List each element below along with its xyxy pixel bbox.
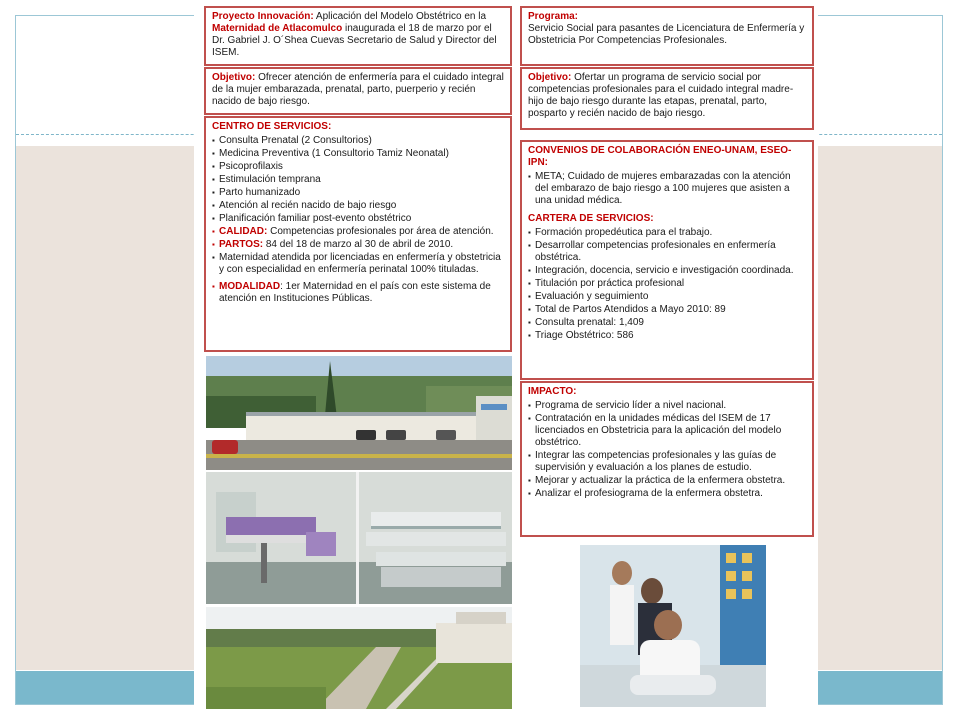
modalidad-item xyxy=(212,281,504,305)
list-item: ▪ Contratación en la unidades médicas del ISEM de 17 licenciados en Obstetricia para la aplicación del modelo obstétrico. xyxy=(528,413,806,449)
poster-sheet xyxy=(194,0,818,720)
list-item: ▪ Parto humanizado xyxy=(212,187,504,199)
project-text-b: inaugurada el 18 de marzo por el Dr. Gabriel J. O´Shea Cuevas Secretario de Salud y Director del ISEM. xyxy=(212,23,497,58)
calidad-label: CALIDAD: xyxy=(219,226,268,237)
garden-photo xyxy=(206,607,512,709)
agreements-box xyxy=(520,140,814,380)
program-text: Servicio Social para pasantes de Licenciatura de Enfermería y Obstetricia Por Competencias Profesionales. xyxy=(528,23,805,46)
right-objective-box xyxy=(520,67,814,130)
list-item: ▪ Medicina Preventiva (1 Consultorio Tamiz Neonatal) xyxy=(212,148,504,160)
project-text-a: Aplicación del Modelo Obstétrico en la xyxy=(313,11,487,22)
calidad-text: Competencias profesionales por área de atención. xyxy=(267,226,494,237)
list-item: ▪ Psicoprofilaxis xyxy=(212,161,504,173)
impact-list xyxy=(528,400,806,500)
program-label: Programa: xyxy=(528,11,579,22)
delivery-room-photo xyxy=(206,472,512,604)
list-item: ▪ Evaluación y seguimiento xyxy=(528,291,806,303)
list-item: ▪ Consulta prenatal: 1,409 xyxy=(528,317,806,329)
impact-title: IMPACTO: xyxy=(528,386,577,397)
meta-item: ▪ META; Cuidado de mujeres embarazadas con la atención del embarazo de bajo riesgo a 100 mujeres que asisten a una unidad médica. xyxy=(528,171,806,207)
list-item: ▪ Integración, docencia, servicio e investigación coordinada. xyxy=(528,265,806,277)
list-item: ▪ Desarrollar competencias profesionales en enfermería obstétrica. xyxy=(528,240,806,264)
list-item: ▪ Estimulación temprana xyxy=(212,174,504,186)
list-item: ▪ Integrar las competencias profesionales y las guías de supervisión y evaluación a los planes de estudio. xyxy=(528,450,806,474)
list-item: ▪ Total de Partos Atendidos a Mayo 2010: 89 xyxy=(528,304,806,316)
right-objective-text: Ofertar un programa de servicio social por competencias profesionales para el cuidado integral madre-hijo de bajo riesgo durante las etapas, prenatal, parto, posparto y recién nacido de bajo riesgo. xyxy=(528,72,794,119)
project-box xyxy=(204,6,512,66)
agreements-title: CONVENIOS DE COLABORACIÓN ENEO-UNAM, ESEO-IPN: xyxy=(528,145,792,168)
services-box xyxy=(204,116,512,352)
list-item: ▪ Consulta Prenatal (2 Consultorios) xyxy=(212,135,504,147)
partos-item xyxy=(212,239,504,251)
left-objective-label: Objetivo: xyxy=(212,72,256,83)
list-item: ▪ Triage Obstétrico: 586 xyxy=(528,330,806,342)
list-item: ▪ Programa de servicio líder a nivel nacional. xyxy=(528,400,806,412)
left-objective-text: Ofrecer atención de enfermería para el cuidado integral de la mujer embarazada, prenatal, parto, puerperio y recién nacido de bajo riesgo. xyxy=(212,72,504,107)
project-label: Proyecto Innovación: xyxy=(212,11,314,22)
partos-label: PARTOS: xyxy=(219,239,264,250)
right-objective-label: Objetivo: xyxy=(528,72,572,83)
services-list xyxy=(212,135,504,305)
left-objective-box xyxy=(204,67,512,115)
list-item: ▪ Atención al recién nacido de bajo riesgo xyxy=(212,200,504,212)
partos-text: 84 del 18 de marzo al 30 de abril de 2010. xyxy=(263,239,454,250)
list-item: ▪ Planificación familiar post-evento obstétrico xyxy=(212,213,504,225)
list-item: ▪ Mejorar y actualizar la práctica de la enfermera obstetra. xyxy=(528,475,806,487)
impact-box xyxy=(520,381,814,537)
modalidad-label: MODALIDAD xyxy=(219,281,281,292)
building-exterior-photo xyxy=(206,356,512,470)
maternidad-item: ▪ Maternidad atendida por licenciadas en enfermería y obstetricia y con especialidad en enfermería perinatal 100% tituladas. xyxy=(212,252,504,276)
list-item: ▪ Titulación por práctica profesional xyxy=(528,278,806,290)
project-place: Maternidad de Atlacomulco xyxy=(212,23,343,34)
cartera-list xyxy=(528,227,806,342)
services-title: CENTRO DE SERVICIOS: xyxy=(212,121,332,132)
list-item: ▪ Analizar el profesiograma de la enfermera obstetra. xyxy=(528,488,806,500)
list-item: ▪ Formación propedéutica para el trabajo. xyxy=(528,227,806,239)
calidad-item xyxy=(212,226,504,238)
program-box xyxy=(520,6,814,66)
cartera-title: CARTERA DE SERVICIOS: xyxy=(528,213,654,224)
nurses-photo xyxy=(580,545,766,707)
modalidad-text: : 1er Maternidad en el país con este sistema de atención en Instituciones Públicas. xyxy=(219,281,491,304)
meta-list xyxy=(528,171,806,207)
